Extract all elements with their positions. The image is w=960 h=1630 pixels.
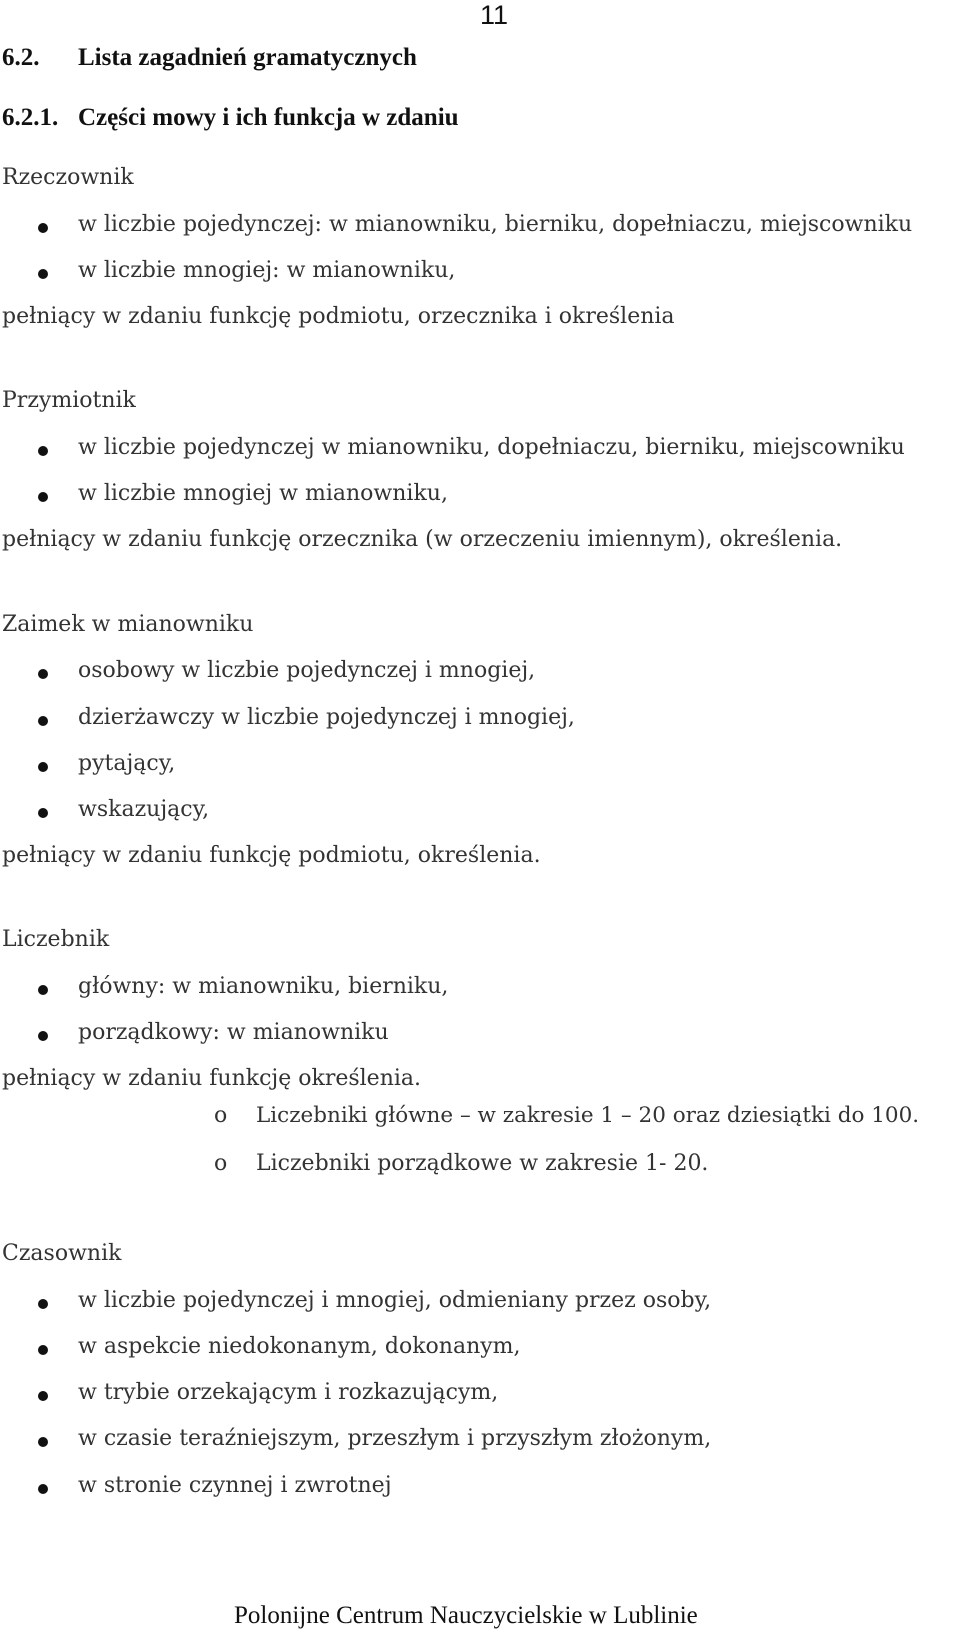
sub-list-item: Liczebniki główne – w zakresie 1 – 20 oraz dziesiątki do 100. [256,1103,920,1128]
list-item: w liczbie pojedynczej i mnogiej, odmieniany przez osoby, [78,1288,712,1313]
list-item: w trybie orzekającym i rozkazującym, [78,1380,499,1405]
bullet-icon [38,1345,48,1355]
page-number: 11 [480,0,509,30]
list-item: główny: w mianowniku, bierniku, [78,974,449,999]
group-title-przymiotnik: Przymiotnik [2,388,136,413]
bullet-icon [38,1391,48,1401]
group-title-rzeczownik: Rzeczownik [2,165,134,190]
list-item: wskazujący, [78,797,210,822]
bullet-icon [38,1484,48,1494]
bullet-icon [38,1031,48,1041]
sub-list-item: Liczebniki porządkowe w zakresie 1- 20. [256,1151,709,1176]
list-item: dzierżawczy w liczbie pojedynczej i mnogiej, [78,705,575,730]
list-item: w liczbie mnogiej w mianowniku, [78,481,448,506]
bullet-icon [38,762,48,772]
bullet-icon [38,1299,48,1309]
list-item: w stronie czynnej i zwrotnej [78,1473,392,1498]
bullet-icon [38,223,48,233]
group-note-przymiotnik: pełniący w zdaniu funkcję orzecznika (w orzeczeniu imiennym), określenia. [2,527,843,552]
list-item: w liczbie pojedynczej: w mianowniku, bierniku, dopełniaczu, miejscowniku [78,212,913,237]
bullet-icon [38,985,48,995]
circle-bullet-icon: o [214,1103,228,1128]
subsection-title: Części mowy i ich funkcja w zdaniu [78,104,459,131]
bullet-icon [38,716,48,726]
list-item: w czasie teraźniejszym, przeszłym i przyszłym złożonym, [78,1426,712,1451]
bullet-icon [38,269,48,279]
bullet-icon [38,492,48,502]
group-title-czasownik: Czasownik [2,1241,122,1266]
subsection-number: 6.2.1. [2,104,59,131]
bullet-icon [38,446,48,456]
section-number: 6.2. [2,44,40,71]
bullet-icon [38,669,48,679]
list-item: pytający, [78,751,176,776]
group-title-liczebnik: Liczebnik [2,927,110,952]
group-note-rzeczownik: pełniący w zdaniu funkcję podmiotu, orzecznika i określenia [2,304,675,329]
group-note-zaimek: pełniący w zdaniu funkcję podmiotu, określenia. [2,843,541,868]
list-item: w aspekcie niedokonanym, dokonanym, [78,1334,521,1359]
group-title-zaimek: Zaimek w mianowniku [2,612,254,637]
list-item: porządkowy: w mianowniku [78,1020,389,1045]
group-note-liczebnik: pełniący w zdaniu funkcję określenia. [2,1066,422,1091]
list-item: w liczbie mnogiej: w mianowniku, [78,258,456,283]
bullet-icon [38,808,48,818]
bullet-icon [38,1437,48,1447]
list-item: osobowy w liczbie pojedynczej i mnogiej, [78,658,536,683]
circle-bullet-icon: o [214,1151,228,1176]
page-footer: Polonijne Centrum Nauczycielskie w Lublinie [234,1602,698,1629]
section-title: Lista zagadnień gramatycznych [78,44,417,71]
list-item: w liczbie pojedynczej w mianowniku, dopełniaczu, bierniku, miejscowniku [78,435,905,460]
